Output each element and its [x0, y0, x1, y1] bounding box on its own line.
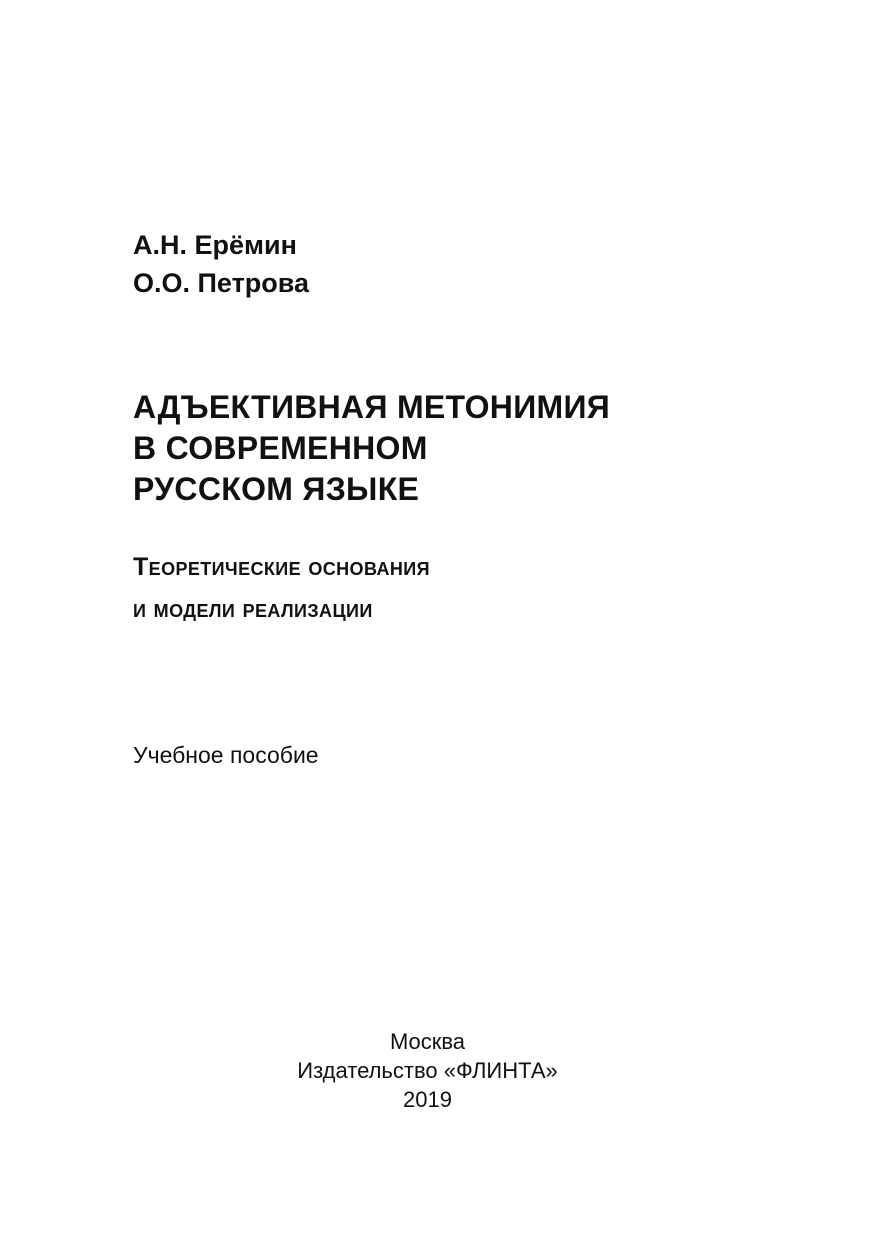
book-subtitle-line: Теоретические основания	[133, 553, 430, 581]
author-name: А.Н. Ерёмин	[133, 230, 297, 260]
book-title-line: АДЪЕКТИВНАЯ МЕТОНИМИЯ	[133, 389, 611, 425]
book-subtitle	[133, 546, 430, 630]
authors-block	[133, 226, 309, 302]
imprint-city: Москва	[389, 1029, 466, 1054]
book-title-line: РУССКОМ ЯЗЫКЕ	[133, 471, 420, 507]
author-name: О.О. Петрова	[133, 268, 310, 298]
imprint-publisher: Издательство «ФЛИНТА»	[297, 1058, 558, 1083]
book-subtitle-line: и модели реализации	[133, 595, 373, 623]
imprint-year: 2019	[403, 1087, 452, 1112]
document-type: Учебное пособие	[133, 742, 319, 768]
publisher-imprint	[0, 1027, 855, 1114]
book-title	[133, 387, 773, 510]
book-title-line: В СОВРЕМЕННОМ	[133, 430, 428, 466]
